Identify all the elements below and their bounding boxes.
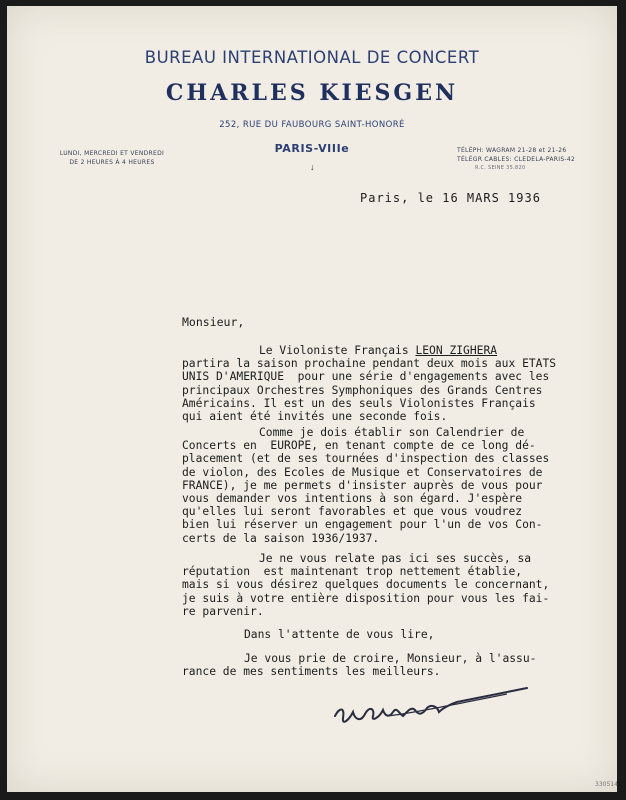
paragraph-1 (182, 344, 556, 423)
tel-line: TÉLÉGR CABLES: CLEDELA-PARIS-42 (457, 156, 576, 163)
text-line: rance de mes sentiments les meilleurs. (182, 665, 441, 679)
text-line: principaux Orchestres Symphoniques des Grands Centres (182, 383, 543, 397)
text-line: qui aient été invités une seconde fois. (182, 410, 448, 424)
text-run: Le Violoniste Français (259, 344, 416, 357)
letterhead-address: 252, RUE DU FAUBOURG SAINT-HONORÉ (219, 120, 405, 130)
letterhead-ornament: ↓ (310, 162, 315, 172)
rc-line: R.C. SEINE 35.820 (475, 165, 526, 171)
text-line: FRANCE), je me permets d'insister auprès de vous pour (182, 478, 543, 492)
hours-line: LUNDI, MERCREDI ET VENDREDI (59, 150, 165, 157)
text-line: partira la saison prochaine pendant deux mois aux ETATS (182, 357, 557, 371)
paragraph-3 (182, 552, 549, 618)
text-line: Américains. Il est un des seuls Violonistes Français (182, 396, 536, 410)
letterhead-hours (42, 149, 182, 167)
text-line: mais si vous désirez quelques documents le concernant, (182, 578, 550, 592)
letter-date: Paris, le 16 MARS 1936 (360, 191, 541, 205)
text-line: Je ne vous relate pas ici ses succès, sa (259, 552, 532, 565)
archive-stamp: 330514 (595, 781, 618, 788)
letterhead-name: CHARLES KIESGEN (165, 80, 459, 106)
handwritten-signature (327, 686, 547, 736)
text-line: de violon, des Ecoles de Musique et Conservatoires de (182, 465, 543, 479)
paragraph-4 (182, 628, 434, 641)
hours-line: DE 2 HEURES À 4 HEURES (69, 159, 155, 166)
text-line: réputation est maintenant trop nettement établie, (182, 565, 523, 579)
text-line: bien lui réserver un engagement pour l'un de vos Con- (182, 518, 543, 532)
letter-page (7, 6, 617, 792)
text-line: qu'elles lui seront favorables et que vous voudrez (182, 505, 523, 519)
violinist-name: LEON ZIGHERA (415, 344, 498, 357)
text-line: vous demander vos intentions à son égard. J'espère (182, 492, 523, 506)
paragraph-5 (182, 652, 536, 678)
text-line: Comme je dois établir son Calendrier de (259, 426, 525, 439)
letterhead-city: PARIS-VIIIe (274, 142, 350, 155)
salutation: Monsieur, (182, 315, 245, 329)
paragraph-2 (182, 426, 549, 545)
text-line: Concerts en EUROPE, en tenant compte de ce long dé- (182, 439, 536, 453)
text-line: Je vous prie de croire, Monsieur, à l'assu- (244, 652, 537, 665)
tel-line: TÉLÉPH: WAGRAM 21-28 et 21-26 (457, 147, 567, 154)
letterhead-bureau: BUREAU INTERNATIONAL DE CONCERT (144, 48, 480, 67)
text-line: placement (et de ses tournées d'inspection des classes (182, 452, 550, 466)
text-line: re parvenir. (182, 604, 264, 618)
text-line: Dans l'attente de vous lire, (244, 628, 435, 641)
text-line: je suis à votre entière disposition pour vous les fai- (182, 591, 550, 605)
text-line: UNIS D'AMERIQUE pour une série d'engagements avec les (182, 370, 550, 384)
text-line: certs de la saison 1936/1937. (182, 531, 380, 545)
letterhead-telephone (457, 146, 617, 173)
